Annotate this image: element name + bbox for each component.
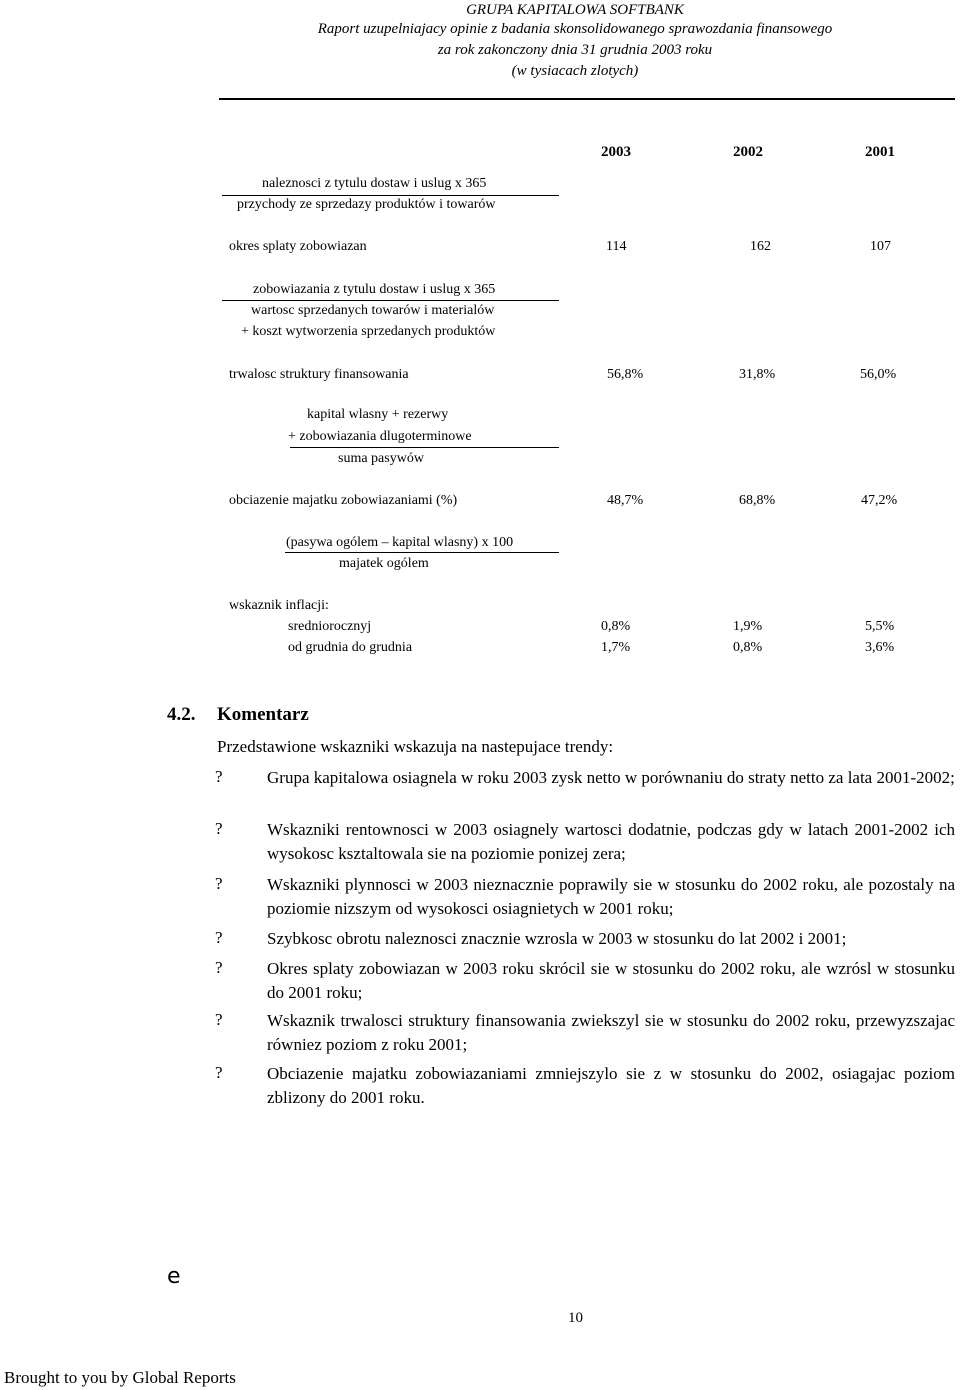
bullet-mark-7: ? xyxy=(215,1063,223,1082)
bullet-text-3: Wskazniki plynnosci w 2003 nieznacznie poprawily sie w stosunku do 2002 roku, ale pozostaly na poziomie nizszym od wysokosci osiagnietych w 2001 roku; xyxy=(267,875,955,918)
okres-formula-denominator-1: wartosc sprzedanych towarów i materialów xyxy=(251,303,495,318)
obciazenie-2003: 48,7% xyxy=(607,493,644,508)
payables-formula-numerator: naleznosci z tytulu dostaw i uslug x 365 xyxy=(262,176,487,191)
okres-splaty-2003: 114 xyxy=(606,239,627,254)
header-divider xyxy=(219,98,955,100)
trwalosc-2003: 56,8% xyxy=(607,367,644,382)
bullet-text-4: Szybkosc obrotu naleznosci znacznie wzrosla w 2003 w stosunku do lat 2002 i 2001; xyxy=(267,929,847,948)
inflacja-sredniorocznyj-label: sredniorocznyj xyxy=(288,619,372,634)
obciazenie-formula-denominator: majatek ogólem xyxy=(339,556,429,571)
trwalosc-formula-line xyxy=(290,447,559,448)
trwalosc-formula-numerator-2: + zobowiazania dlugoterminowe xyxy=(288,429,472,444)
bullet-mark-6: ? xyxy=(215,1010,223,1029)
footer-credit: Brought to you by Global Reports xyxy=(4,1368,236,1387)
okres-splaty-2002: 162 xyxy=(750,239,771,254)
section-title: Komentarz xyxy=(217,704,309,725)
bullet-text-5: Okres splaty zobowiazan w 2003 roku skrócil sie w stosunku do 2002 roku, ale wzrósl w stosunku do 2001 roku; xyxy=(267,959,955,1002)
inflacja-label: wskaznik inflacji: xyxy=(229,598,329,613)
stray-glyph: e xyxy=(167,1264,181,1289)
bullet-mark-5: ? xyxy=(215,958,223,977)
bullet-text-7: Obciazenie majatku zobowiazaniami zmniejszylo sie z w stosunku do 2002, osiagajac poziom zblizony do 2001 roku. xyxy=(267,1064,955,1107)
inflacja-grudzien-2003: 1,7% xyxy=(601,640,631,655)
payables-formula-denominator: przychody ze sprzedazy produktów i towarów xyxy=(237,197,496,212)
bullet-mark-4: ? xyxy=(215,928,223,947)
page-number: 10 xyxy=(568,1310,583,1326)
bullet-text-6: Wskaznik trwalosci struktury finansowania zwiekszyl sie w stosunku do 2002 roku, przewyzszajac równiez poziom z roku 2001; xyxy=(267,1011,955,1054)
trwalosc-formula-numerator-1: kapital wlasny + rezerwy xyxy=(307,407,449,422)
obciazenie-formula-line xyxy=(285,552,559,553)
okres-formula-line xyxy=(222,300,559,301)
bullet-mark-1: ? xyxy=(215,767,223,786)
bullet-text-1: Grupa kapitalowa osiagnela w roku 2003 zysk netto w porównaniu do straty netto za lata 2001-2002; xyxy=(267,768,955,787)
trwalosc-formula-denominator: suma pasywów xyxy=(338,451,424,466)
section-intro: Przedstawione wskazniki wskazuja na nastepujace trendy: xyxy=(217,737,614,756)
obciazenie-2001: 47,2% xyxy=(861,493,898,508)
obciazenie-formula-numerator: (pasywa ogólem – kapital wlasny) x 100 xyxy=(286,535,514,550)
header-company: GRUPA KAPITALOWA SOFTBANK xyxy=(466,2,684,18)
header-units: (w tysiacach zlotych) xyxy=(511,63,639,79)
bullet-mark-2: ? xyxy=(215,819,223,838)
inflacja-sredniorocznyj-2003: 0,8% xyxy=(601,619,631,634)
bullet-text-2: Wskazniki rentownosci w 2003 osiagnely wartosci dodatnie, podczas gdy w latach 2001-2002 ich wysokosc ksztaltowala sie na poziomie ponizej zera; xyxy=(267,820,955,863)
year-header-2003: 2003 xyxy=(601,144,631,160)
header-report-title: Raport uzupelniajacy opinie z badania skonsolidowanego sprawozdania finansowego xyxy=(317,21,833,37)
section-number: 4.2. xyxy=(167,704,196,725)
inflacja-grudzien-label: od grudnia do grudnia xyxy=(288,640,413,655)
okres-formula-numerator: zobowiazania z tytulu dostaw i uslug x 365 xyxy=(253,282,496,297)
okres-splaty-label: okres splaty zobowiazan xyxy=(229,239,367,254)
trwalosc-2002: 31,8% xyxy=(739,367,776,382)
inflacja-grudzien-2001: 3,6% xyxy=(865,640,895,655)
payables-formula-line xyxy=(222,195,559,196)
okres-splaty-2001: 107 xyxy=(870,239,891,254)
inflacja-grudzien-2002: 0,8% xyxy=(733,640,763,655)
obciazenie-2002: 68,8% xyxy=(739,493,776,508)
obciazenie-label: obciazenie majatku zobowiazaniami (%) xyxy=(229,493,458,508)
trwalosc-label: trwalosc struktury finansowania xyxy=(229,367,409,382)
okres-formula-denominator-2: + koszt wytworzenia sprzedanych produktów xyxy=(241,324,496,339)
bullet-mark-3: ? xyxy=(215,874,223,893)
inflacja-sredniorocznyj-2002: 1,9% xyxy=(733,619,763,634)
trwalosc-2001: 56,0% xyxy=(860,367,897,382)
header-period: za rok zakonczony dnia 31 grudnia 2003 roku xyxy=(437,42,713,58)
year-header-2001: 2001 xyxy=(865,144,895,160)
year-header-2002: 2002 xyxy=(733,144,763,160)
inflacja-sredniorocznyj-2001: 5,5% xyxy=(865,619,895,634)
